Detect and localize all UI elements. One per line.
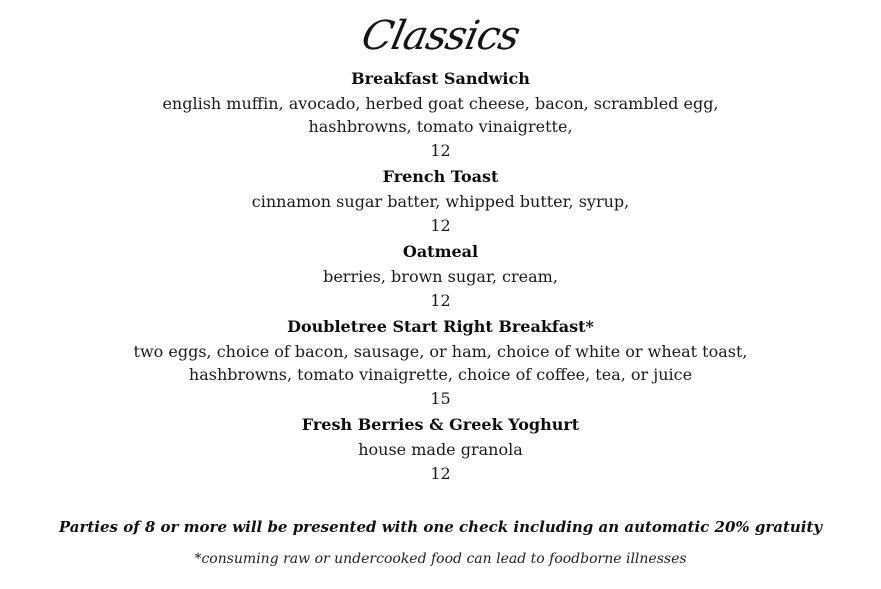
item-description-line: two eggs, choice of bacon, sausage, or ham, choice of white or wheat toast, — [133, 342, 748, 361]
menu-item-berries-yoghurt — [0, 412, 881, 487]
menu-item-breakfast-sandwich — [0, 66, 881, 164]
menu-item-start-right-breakfast — [0, 314, 881, 412]
item-name: Fresh Berries & Greek Yoghurt — [301, 415, 580, 434]
gratuity-note: Parties of 8 or more will be presented with one check including an automatic 20% gratuity — [58, 518, 823, 536]
item-name: French Toast — [382, 167, 499, 186]
item-description-line: english muffin, avocado, herbed goat cheese, bacon, scrambled egg, — [162, 94, 719, 113]
item-price: 12 — [430, 216, 451, 235]
item-description-line: cinnamon sugar batter, whipped butter, syrup, — [251, 192, 630, 211]
item-description-line: hashbrowns, tomato vinaigrette, choice of coffee, tea, or juice — [188, 365, 693, 384]
menu-items-list — [0, 66, 881, 487]
item-description-line: hashbrowns, tomato vinaigrette, — [308, 117, 573, 136]
item-name: Doubletree Start Right Breakfast* — [287, 317, 594, 336]
item-description-line: house made granola — [358, 440, 523, 459]
item-price: 12 — [430, 141, 451, 160]
item-description-line: berries, brown sugar, cream, — [323, 267, 558, 286]
raw-food-disclaimer: *consuming raw or undercooked food can lead to foodborne illnesses — [194, 551, 687, 567]
item-name: Breakfast Sandwich — [351, 69, 530, 88]
item-price: 12 — [430, 291, 451, 310]
item-price: 12 — [430, 464, 451, 483]
menu-item-oatmeal — [0, 239, 881, 314]
item-price: 15 — [430, 389, 451, 408]
menu-item-french-toast — [0, 164, 881, 239]
item-name: Oatmeal — [402, 242, 479, 261]
section-title: Classics — [357, 13, 524, 59]
